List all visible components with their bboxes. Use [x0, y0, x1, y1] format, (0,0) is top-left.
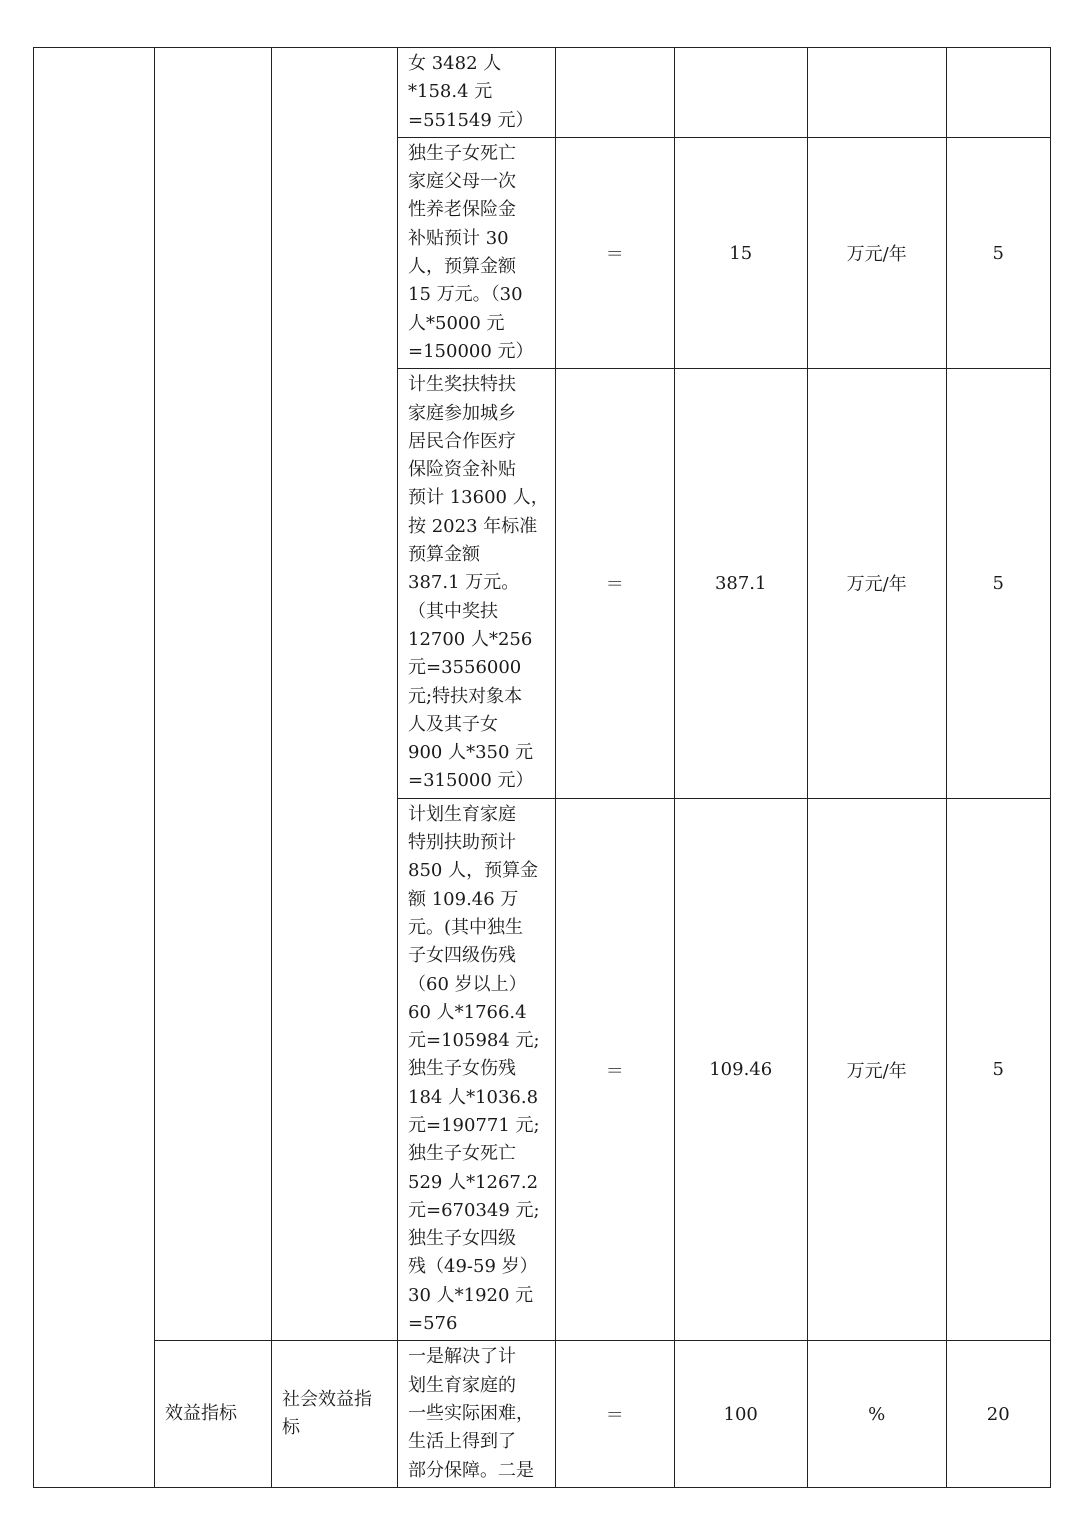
target-value-cell: 387.1: [674, 369, 807, 798]
content-line: *158.4 元: [408, 81, 493, 103]
target-value-cell: 109.46: [674, 798, 807, 1341]
score-cell: 5: [946, 798, 1050, 1341]
content-line: （60 岁以上）: [408, 973, 527, 995]
content-line: 居民合作医疗: [408, 430, 516, 452]
level1-indicator-cell: [34, 48, 155, 1488]
content-line: 预计 13600 人，: [408, 487, 549, 509]
content-line: 15 万元。（30: [408, 284, 523, 306]
content-line: 子女四级伤残: [408, 945, 516, 967]
target-value-cell: 15: [674, 137, 807, 368]
content-line: 家庭父母一次: [408, 171, 516, 193]
indicator-content-cell: [398, 369, 556, 798]
content-line: 生活上得到了: [408, 1431, 516, 1453]
table-row: [34, 1341, 1051, 1487]
content-line: 元=190771 元;: [408, 1114, 540, 1136]
unit-cell: 万元/年: [807, 137, 946, 368]
indicator-content-cell: [398, 137, 556, 368]
score-cell: 5: [946, 137, 1050, 368]
operator-cell: [555, 48, 674, 138]
content-line: （其中奖扶: [408, 600, 498, 622]
content-line: 元。(其中独生: [408, 916, 524, 938]
content-line: 人及其子女: [408, 713, 498, 735]
content-line: =576: [408, 1313, 458, 1335]
content-line: 计划生育家庭: [408, 803, 516, 825]
content-line: 性养老保险金: [408, 199, 516, 221]
level3-indicator-cell: [272, 1341, 398, 1487]
content-line: 计生奖扶特扶: [408, 374, 516, 396]
content-line: 一是解决了计: [408, 1346, 516, 1368]
content-line: 184 人*1036.8: [408, 1086, 539, 1108]
content-line: 元=670349 元;: [408, 1199, 540, 1221]
content-line: 一些实际困难，: [408, 1402, 534, 1424]
unit-cell: %: [807, 1341, 946, 1487]
score-cell: 5: [946, 369, 1050, 798]
content-line: 人*5000 元: [408, 312, 505, 334]
content-line: 保险资金补贴: [408, 459, 516, 481]
unit-cell: 万元/年: [807, 369, 946, 798]
content-line: 12700 人*256: [408, 628, 533, 650]
level2-indicator-cell: [155, 48, 272, 1341]
indicator-content-cell: [398, 798, 556, 1341]
content-line: 额 109.46 万: [408, 888, 519, 910]
operator-cell: ＝: [555, 798, 674, 1341]
operator-cell: ＝: [555, 137, 674, 368]
content-line: 残（49-59 岁）: [408, 1256, 538, 1278]
content-line: 元=105984 元;: [408, 1030, 540, 1052]
label-line: 标: [282, 1417, 300, 1439]
content-line: 元;特扶对象本: [408, 685, 523, 707]
content-line: 60 人*1766.4: [408, 1001, 527, 1023]
content-line: 女 3482 人: [408, 53, 502, 74]
unit-cell: 万元/年: [807, 798, 946, 1341]
target-value-cell: [674, 48, 807, 138]
target-value-cell: 100: [674, 1341, 807, 1487]
content-line: 30 人*1920 元: [408, 1284, 534, 1306]
content-line: 划生育家庭的: [408, 1374, 516, 1396]
content-line: 家庭参加城乡: [408, 402, 516, 424]
content-line: 850 人，预算金: [408, 860, 539, 882]
content-line: 独生子女死亡: [408, 142, 516, 164]
score-cell: [946, 48, 1050, 138]
operator-cell: ＝: [555, 1341, 674, 1487]
content-line: =551549 元）: [408, 109, 534, 131]
level3-indicator-cell: [272, 48, 398, 1341]
content-line: 529 人*1267.2: [408, 1171, 539, 1193]
content-line: =315000 元）: [408, 770, 534, 792]
label-line: 社会效益指: [282, 1389, 372, 1411]
content-line: 独生子女伤残: [408, 1058, 516, 1080]
content-line: 独生子女死亡: [408, 1143, 516, 1165]
score-cell: 20: [946, 1341, 1050, 1487]
content-line: 按 2023 年标准: [408, 515, 538, 537]
content-line: 预算金额: [408, 544, 480, 566]
content-line: 人，预算金额: [408, 256, 516, 278]
table-row: [34, 48, 1051, 138]
content-line: 900 人*350 元: [408, 742, 534, 764]
content-line: 特别扶助预计: [408, 832, 516, 854]
unit-cell: [807, 48, 946, 138]
content-line: 独生子女四级: [408, 1228, 516, 1250]
indicator-content-cell: [398, 48, 556, 138]
content-line: 部分保障。二是: [408, 1459, 534, 1481]
level2-indicator-cell: 效益指标: [155, 1341, 272, 1487]
indicator-content-cell: [398, 1341, 556, 1487]
content-line: =150000 元）: [408, 340, 534, 362]
content-line: 387.1 万元。: [408, 572, 520, 594]
content-line: 元=3556000: [408, 657, 522, 679]
operator-cell: ＝: [555, 369, 674, 798]
content-line: 补贴预计 30: [408, 227, 509, 249]
performance-indicator-table: [33, 47, 1051, 1488]
